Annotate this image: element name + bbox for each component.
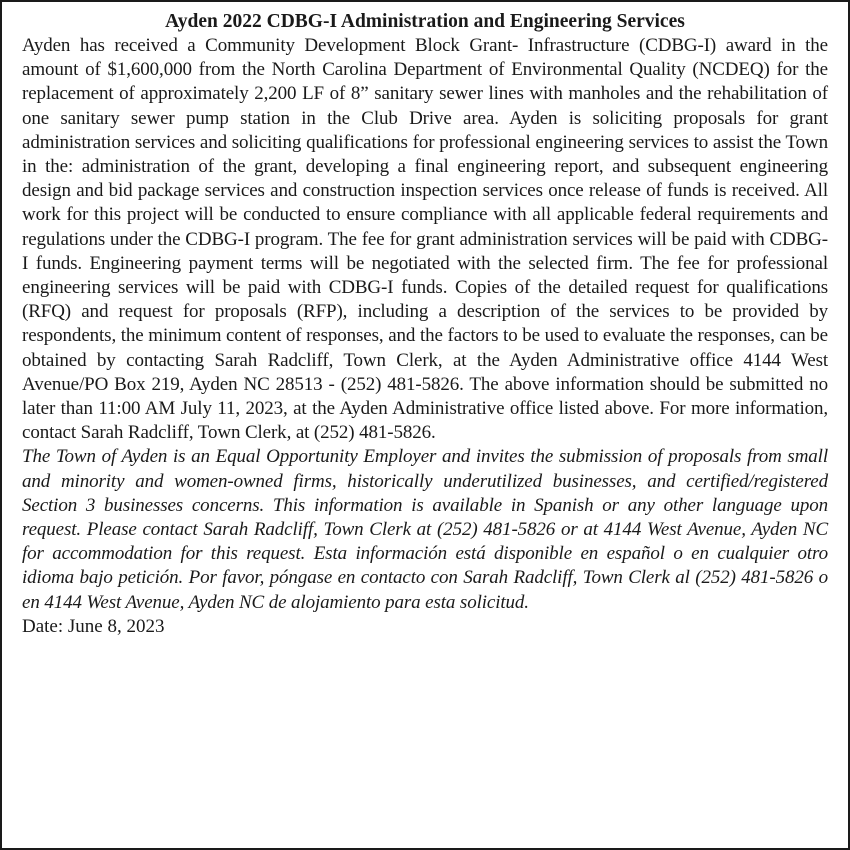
notice-title: Ayden 2022 CDBG-I Administration and Engineering Services	[165, 11, 685, 32]
notice-date: Date: June 8, 2023	[22, 615, 165, 637]
notice-body: Ayden has received a Community Development Block Grant- Infrastructure (CDBG-I) award in the amount of $1,600,000 from the North Carolina Department of Environmental Quality (NCDEQ) for the replacement of approximately 2,200 LF of 8” sanitary sewer lines with manholes and the rehabilitation of one sanitary sewer pump station in the Club Drive area. Ayden is soliciting proposals for grant administration services and soliciting qualifications for professional engineering services to assist the Town in the: administration of the grant, developing a final engineering report, and subsequent engineering design and bid package services and construction inspection services once release of funds is received. All work for this project will be conducted to ensure compliance with all applicable federal requirements and regulations under the CDBG-I program. The fee for grant administration services will be paid with CDBG-I funds. Engineering payment terms will be negotiated with the selected firm. The fee for professional engineering services will be paid with CDBG-I funds. Copies of the detailed request for qualifications (RFQ) and request for proposals (RFP), including a description of the services to be provided by respondents, the minimum content of responses, and the factors to be used to evaluate the responses, can be obtained by contacting Sarah Radcliff, Town Clerk, at the Ayden Administrative office 4144 West Avenue/PO Box 219, Ayden NC 28513 - (252) 481-5826. The above information should be submitted no later than 11:00 AM July 11, 2023, at the Ayden Administrative office listed above. For more information, contact Sarah Radcliff, Town Clerk, at (252) 481-5826.	[22, 35, 828, 444]
equal-opportunity-statement: The Town of Ayden is an Equal Opportunity Employer and invites the submission of proposals from small and minority and women-owned firms, historically underutilized businesses, and certified/registered Section 3 businesses concerns. This information is available in Spanish or any other language upon request. Please contact Sarah Radcliff, Town Clerk at (252) 481-5826 or at 4144 West Avenue, Ayden NC for accommodation for this request. Esta información está disponible en español o en cualquier otro idioma bajo petición. Por favor, póngase en contacto con Sarah Radcliff, Town Clerk al (252) 481-5826 o en 4144 West Avenue, Ayden NC de alojamiento para esta solicitud.	[22, 446, 828, 613]
